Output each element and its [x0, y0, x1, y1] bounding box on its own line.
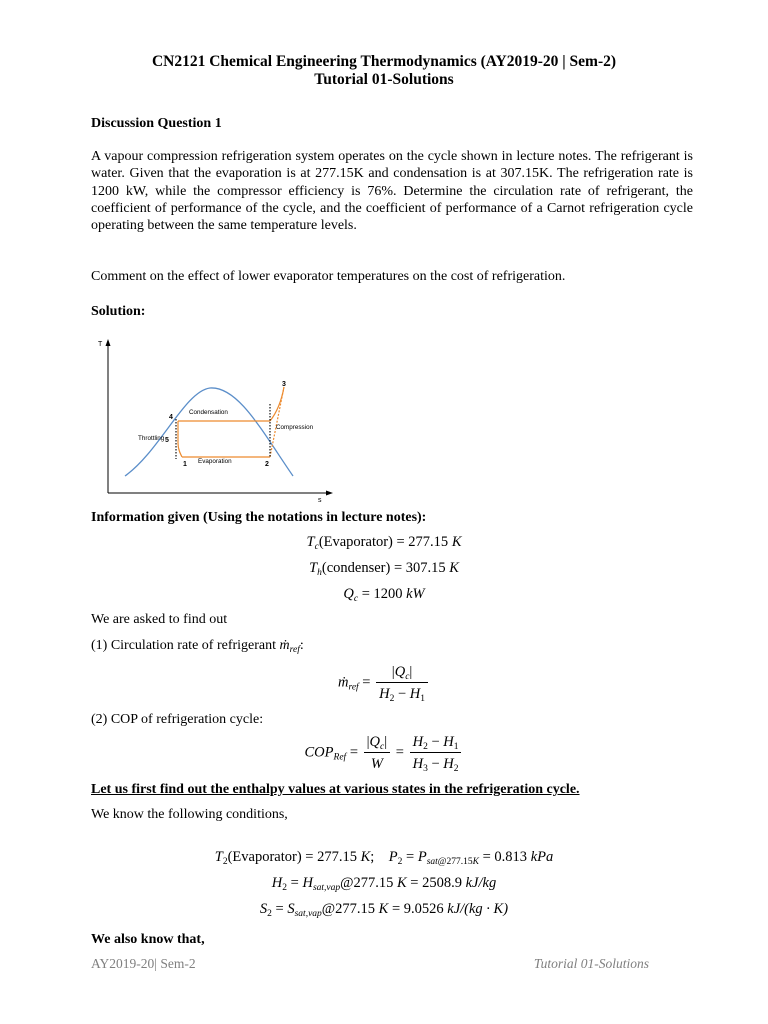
point-5-label: 5 — [165, 437, 169, 444]
given-intro: Information given (Using the notations in lecture notes): — [91, 510, 427, 525]
equation-t2-p2: $T_2(Evaporator) = 277.15$ K; $P_2 = P_{sat@277.15K} = 0.813$ kPa — [214, 849, 554, 867]
also-know-text: We also know that, — [91, 932, 205, 947]
throttling-line — [178, 421, 182, 457]
point-4-label: 4 — [169, 414, 173, 421]
compression-line — [270, 387, 284, 457]
conditions-intro: We know the following conditions, — [91, 807, 288, 822]
ts-diagram — [90, 336, 340, 508]
equation-s2: $S_2$ = $S_{sat,vap}@277.15$ K = 9.0526 kJ/(kg · K) — [259, 901, 509, 919]
document-title-line2: Tutorial 01-Solutions — [314, 71, 454, 88]
tasks-intro: We are asked to find out — [91, 612, 228, 627]
equation-qc: $Q_c = 1200$ kW — [343, 586, 425, 604]
superheat-curve — [270, 387, 284, 421]
solution-heading: Solution: — [91, 304, 146, 319]
footer-left: AY2019-20| Sem-2 — [91, 956, 196, 971]
point-3-label: 3 — [282, 381, 286, 388]
y-axis-arrow — [106, 339, 111, 346]
compression-label: Compression — [276, 424, 314, 431]
question-body: A vapour compression refrigeration system operates on the cycle shown in lecture notes. The refrigerant is water. Given that the evaporation is at 277.15K and condensation is at 307.15K. The refrigeration rate is 1200 kW, while the compressor efficiency is 76%. Determine the circulation rate of refrigerant, the coefficient of performance of the cycle, and the coefficient of performance of a Carnot refrigeration cycle operating between the same temperature levels. — [91, 149, 693, 234]
point-1-label: 1 — [183, 461, 187, 468]
task-item-2: (2) COP of refrigeration cycle: — [91, 712, 264, 727]
evaporation-label: Evaporation — [198, 458, 232, 465]
document-title-line1: CN2121 Chemical Engineering Thermodynamics (AY2019-20 | Sem-2) — [151, 53, 617, 70]
condensation-label: Condensation — [189, 409, 228, 416]
equation-mref: ṁ$_{ref}$ = $\frac{|Q_c|}{H_2 - H_1}$ — [0, 663, 768, 703]
throttling-label: Throttling — [138, 435, 165, 442]
question-heading: Discussion Question 1 — [91, 116, 222, 131]
point-2-label: 2 — [265, 461, 269, 468]
enthalpy-heading: Let us first find out the enthalpy values at various states in the refrigeration cycle. — [91, 782, 580, 797]
equation-tc: $T_c(Evaporator) = 277.15$ K — [306, 534, 462, 552]
y-axis-label: T — [98, 341, 103, 348]
x-axis-label: s — [318, 497, 322, 504]
task-item-1: (1) Circulation rate of refrigerant ṁ$_{ref}$: — [91, 638, 304, 655]
equation-cop: $COP_{Ref}$ = $\frac{|Q_c|}{W}$ = $\frac{H_2 - H_1}{H_3 - H_2}$ — [0, 733, 768, 773]
question-comment: Comment on the effect of lower evaporator temperatures on the cost of refrigeration. — [91, 269, 566, 284]
footer-right: Tutorial 01-Solutions — [533, 956, 649, 971]
equation-th: $T_h(condenser) = 307.15$ K — [309, 560, 459, 578]
x-axis-arrow — [326, 491, 333, 496]
equation-h2: $H_2$ = $H_{sat,vap}@277.15$ K = 2508.9 kJ/kg — [271, 875, 497, 893]
